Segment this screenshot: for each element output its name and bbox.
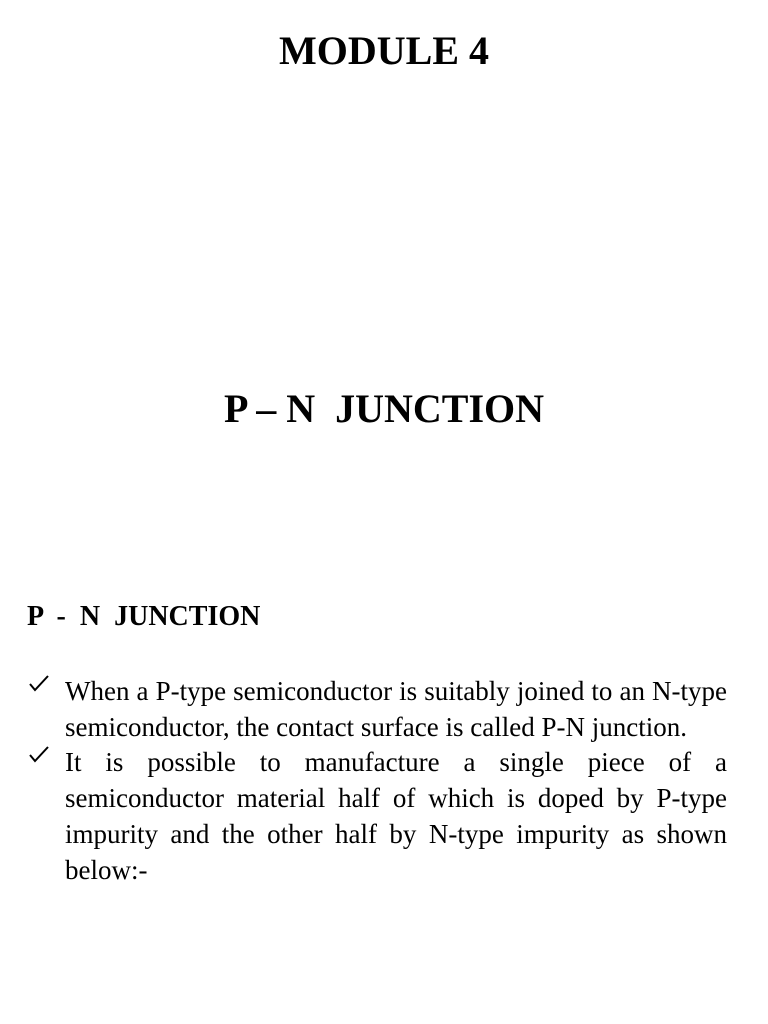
bullet-item [27, 745, 727, 888]
bullet-item [27, 674, 727, 745]
bullet-text: When a P-type semiconductor is suitably joined to an N-type semiconductor, the contact surface is called P-N junction. [65, 676, 727, 742]
bullet-text: It is possible to manufacture a single piece of a semiconductor material half of which is doped by P-type impurity and the other half by N-type impurity as shown below:- [65, 747, 727, 885]
checkmark-icon [27, 672, 51, 696]
module-title: MODULE 4 [279, 28, 489, 73]
checkmark-icon [27, 743, 51, 767]
section-heading: P - N JUNCTION [27, 601, 261, 632]
bullet-list [27, 674, 727, 888]
page-title: P – N JUNCTION [223, 386, 545, 431]
